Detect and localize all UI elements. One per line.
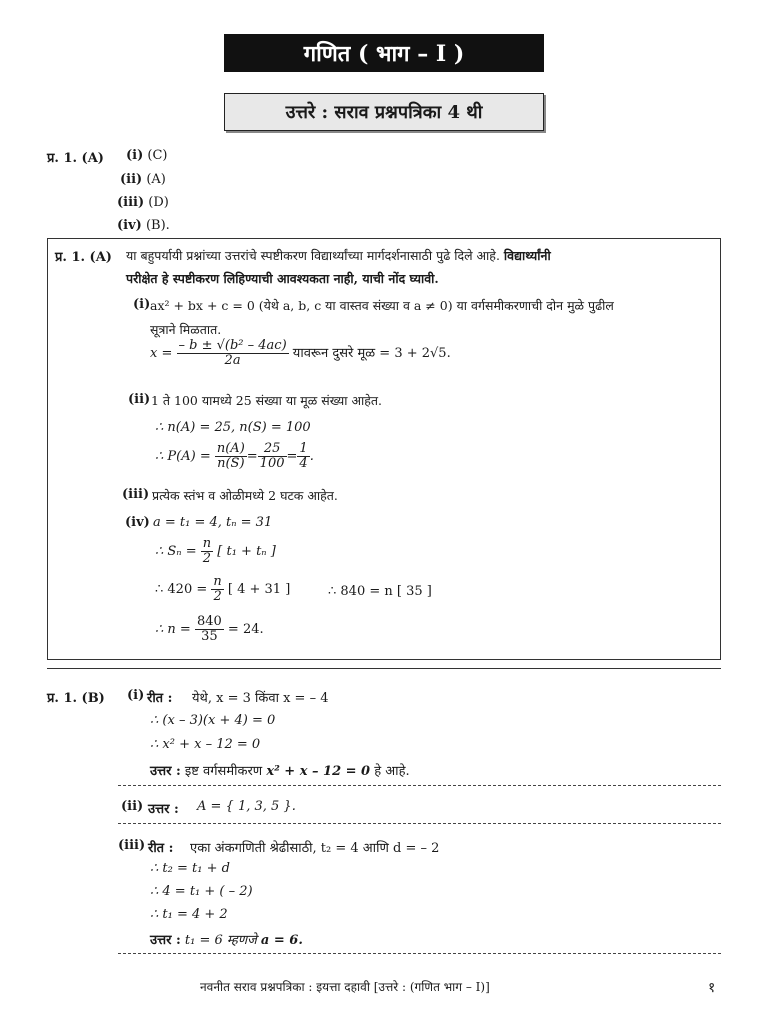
q1b-i-line1: येथे, x = 3 किंवा x = – 4 bbox=[192, 691, 329, 706]
explain-iii-label: (iii) bbox=[122, 487, 150, 502]
explain-ii-frac-1-num: n(A) bbox=[216, 441, 245, 456]
explain-intro-bold-1: विद्यार्थ्यांनी bbox=[503, 248, 551, 263]
page-number: १ bbox=[708, 980, 716, 996]
q1a-answer-4 bbox=[117, 218, 170, 233]
explain-ii-frac-2-den: 100 bbox=[259, 456, 285, 471]
explain-ii-eq-2: = bbox=[286, 449, 298, 464]
dashed-divider-3 bbox=[118, 953, 721, 954]
q1b-ii-ans-label: उत्तर : bbox=[148, 802, 179, 817]
explain-intro: या बहुपर्यायी प्रश्नांच्या उत्तरांचे स्पष्टीकरण विद्यार्थ्यांच्या मार्गदर्शनासाठी पुढे दिले आहे. bbox=[126, 248, 500, 263]
explain-i-line1: ax² + bx + c = 0 (येथे a, b, c या वास्तव संख्या व a ≠ 0) या वर्गसमीकरणाची दोन मुळे पुढील bbox=[150, 298, 614, 313]
explain-iv-l3-den: 2 bbox=[213, 589, 222, 604]
q1b-i-line3: ∴ x² + x – 12 = 0 bbox=[150, 737, 261, 752]
page-subtitle: उत्तरे : सराव प्रश्नपत्रिका 4 थी bbox=[224, 93, 544, 131]
section-divider bbox=[47, 668, 721, 669]
q1b-iii-line4: ∴ t₁ = 4 + 2 bbox=[150, 907, 228, 922]
dashed-divider-2 bbox=[118, 823, 721, 824]
explain-iv-line1: a = t₁ = 4, tₙ = 31 bbox=[153, 515, 273, 530]
explain-label: प्र. 1. (A) bbox=[55, 250, 112, 265]
q1b-i-answer bbox=[150, 761, 410, 779]
explain-iv-l4-pre: ∴ n = bbox=[155, 622, 191, 637]
explain-i-formula bbox=[150, 339, 451, 368]
explain-iv-l2-post: [ t₁ + tₙ ] bbox=[217, 544, 276, 559]
explain-iv-l4-frac bbox=[195, 615, 224, 644]
explain-iv-l4-num: 840 bbox=[196, 614, 222, 629]
q1b-label: प्र. 1. (B) bbox=[47, 691, 105, 706]
explain-intro-line1 bbox=[126, 247, 551, 264]
q1b-iii-ans-label: उत्तर : bbox=[150, 933, 181, 948]
explain-ii-frac-3 bbox=[297, 442, 309, 471]
q1b-i-ans-eq: x² + x – 12 = 0 bbox=[266, 764, 371, 779]
explain-i-formula-den: 2a bbox=[224, 353, 241, 368]
q1b-i-ans-text: इष्ट वर्गसमीकरण bbox=[184, 764, 263, 779]
explain-iv-l3-num: n bbox=[213, 574, 222, 589]
explain-iv-label: (iv) bbox=[125, 515, 150, 530]
explain-ii-pre: ∴ P(A) = bbox=[155, 449, 211, 464]
q1a-num-2: (ii) bbox=[120, 172, 143, 187]
explain-ii-line2: ∴ n(A) = 25, n(S) = 100 bbox=[155, 420, 311, 435]
explain-iv-l2-pre: ∴ Sₙ = bbox=[155, 544, 197, 559]
explain-i-formula-lhs: x = bbox=[150, 346, 173, 361]
q1a-answer-2 bbox=[120, 172, 166, 187]
explain-i-formula-num: – b ± √(b² – 4ac) bbox=[178, 338, 287, 353]
explain-iv-line4 bbox=[155, 615, 264, 644]
explain-i-line2: सूत्राने मिळतात. bbox=[150, 322, 222, 337]
explain-iv-l2-frac bbox=[201, 537, 213, 566]
explain-iv-line3-right: ∴ 840 = n [ 35 ] bbox=[328, 584, 432, 599]
q1b-i-line2: ∴ (x – 3)(x + 4) = 0 bbox=[150, 713, 276, 728]
q1b-iii-label: (iii) bbox=[118, 838, 146, 853]
explain-iv-l3-post: [ 4 + 31 ] bbox=[227, 582, 291, 597]
explain-iv-l2-num: n bbox=[202, 536, 212, 551]
explain-ii-label: (ii) bbox=[128, 392, 151, 407]
explain-ii-end: . bbox=[309, 449, 314, 464]
q1b-iii-answer bbox=[150, 930, 303, 948]
explain-ii-frac-2-num: 25 bbox=[258, 442, 287, 457]
q1b-i-ans-end: हे आहे. bbox=[374, 764, 410, 779]
explain-ii-frac-3-den: 4 bbox=[299, 456, 308, 471]
explain-iv-line3 bbox=[155, 575, 290, 604]
q1a-answer-1 bbox=[126, 148, 167, 163]
explain-iv-l3-frac bbox=[211, 575, 223, 604]
explain-ii-frac-1 bbox=[215, 442, 247, 471]
q1b-ii-answer: A = { 1, 3, 5 }. bbox=[197, 799, 296, 814]
q1b-iii-line2: ∴ t₂ = t₁ + d bbox=[150, 861, 230, 876]
q1b-i-method: रीत : bbox=[147, 691, 173, 706]
explain-i-label: (i) bbox=[133, 297, 151, 312]
q1b-iii-ans-end: a = 6. bbox=[260, 933, 303, 948]
explain-iv-l3-pre: ∴ 420 = bbox=[155, 582, 208, 597]
page-footer: नवनीत सराव प्रश्नपत्रिका : इयत्ता दहावी [उत्तरे : (गणित भाग – I)] bbox=[200, 980, 490, 994]
page-title: गणित ( भाग – I ) bbox=[224, 34, 544, 72]
explain-iv-line2 bbox=[155, 537, 276, 566]
dashed-divider-1 bbox=[118, 785, 721, 786]
q1a-num-1: (i) bbox=[126, 148, 144, 163]
q1a-num-3: (iii) bbox=[117, 195, 145, 210]
explain-ii-frac-3-num: 1 bbox=[299, 441, 308, 456]
q1a-ans-2: (A) bbox=[146, 172, 166, 187]
explain-ii-line3 bbox=[155, 442, 314, 471]
q1b-ii-label: (ii) bbox=[121, 799, 144, 814]
q1b-i-ans-label: उत्तर : bbox=[150, 764, 181, 779]
q1a-num-4: (iv) bbox=[117, 218, 142, 233]
q1b-iii-line1: एका अंकगणिती श्रेढीसाठी, t₂ = 4 आणि d = – 2 bbox=[190, 841, 440, 856]
q1b-iii-line3: ∴ 4 = t₁ + ( – 2) bbox=[150, 884, 253, 899]
q1b-iii-method: रीत : bbox=[148, 841, 174, 856]
q1b-i-label: (i) bbox=[127, 688, 145, 703]
explain-iv-l2-den: 2 bbox=[202, 551, 212, 566]
explain-iv-l4-den: 35 bbox=[201, 629, 218, 644]
explain-ii-frac-2 bbox=[258, 442, 287, 471]
explain-i-formula-fraction bbox=[177, 339, 289, 368]
explain-iv-l4-post: = 24. bbox=[227, 622, 264, 637]
q1a-ans-3: (D) bbox=[148, 195, 169, 210]
explain-ii-eq-1: = bbox=[246, 449, 258, 464]
explain-ii-frac-1-den: n(S) bbox=[217, 456, 245, 471]
q1a-answer-3 bbox=[117, 195, 169, 210]
q1a-ans-1: (C) bbox=[147, 148, 168, 163]
explain-ii-line1: 1 ते 100 यामध्ये 25 संख्या या मूळ संख्या आहेत. bbox=[151, 393, 382, 408]
explain-intro-bold-2: परीक्षेत हे स्पष्टीकरण लिहिण्याची आवश्यकता नाही, याची नोंद घ्यावी. bbox=[126, 271, 439, 286]
explain-iii-line1: प्रत्येक स्तंभ व ओळीमध्ये 2 घटक आहेत. bbox=[152, 488, 338, 503]
q1b-iii-ans-text: t₁ = 6 म्हणजे bbox=[184, 933, 257, 948]
q1a-ans-4: (B). bbox=[145, 218, 170, 233]
explain-i-formula-rest: यावरून दुसरे मूळ = 3 + 2√5. bbox=[292, 346, 451, 361]
q1a-label: प्र. 1. (A) bbox=[47, 151, 104, 166]
